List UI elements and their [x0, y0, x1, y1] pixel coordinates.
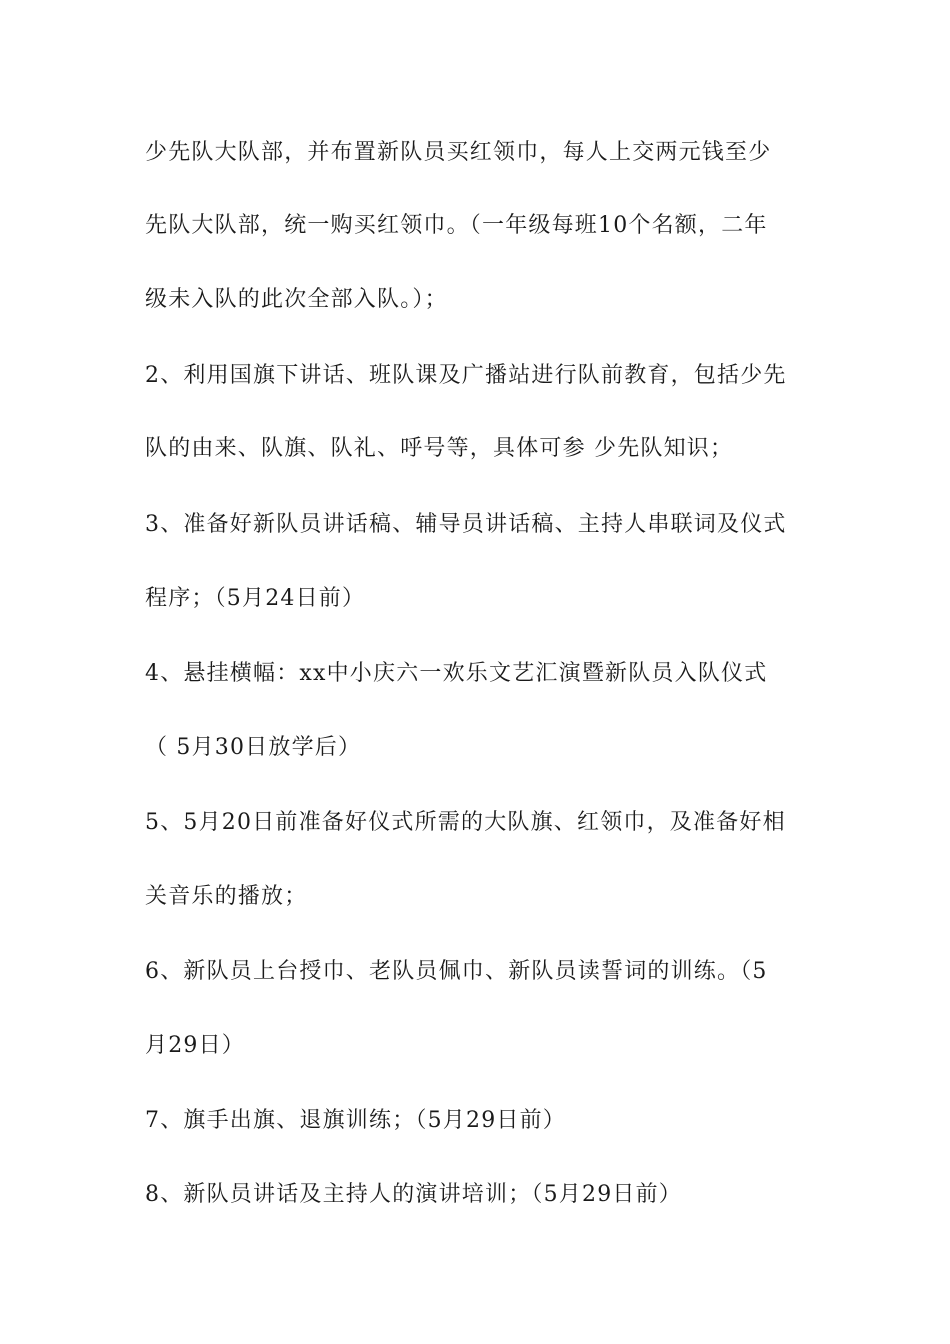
text-line: 4、悬挂横幅：xx中小庆六一欢乐文艺汇演暨新队员入队仪式 — [145, 661, 768, 686]
text-line: 先队大队部，统一购买红领巾。（一年级每班10个名额，二年 — [145, 213, 768, 238]
text-line: 8、新队员讲话及主持人的演讲培训；（5月29日前） — [145, 1182, 682, 1207]
text-line: 7、旗手出旗、退旗训练；（5月29日前） — [145, 1108, 566, 1133]
text-line: 6、新队员上台授巾、老队员佩巾、新队员读誓词的训练。（5 — [145, 959, 768, 984]
text-line: 2、利用国旗下讲话、班队课及广播站进行队前教育，包括少先 — [145, 363, 787, 388]
text-line: 关音乐的播放； — [145, 884, 308, 909]
text-line: 少先队大队部，并布置新队员买红领巾，每人上交两元钱至少 — [145, 140, 772, 165]
text-line: 程序；（5月24日前） — [145, 586, 366, 611]
text-line: （ 5月30日放学后） — [145, 735, 362, 760]
text-line: 5、5月20日前准备好仪式所需的大队旗、红领巾，及准备好相 — [145, 810, 786, 835]
text-line: 队的由来、队旗、队礼、呼号等，具体可参 少先队知识； — [145, 436, 734, 461]
text-line: 级未入队的此次全部入队。）； — [145, 287, 448, 312]
text-line: 月29日） — [145, 1033, 245, 1058]
text-line: 3、准备好新队员讲话稿、辅导员讲话稿、主持人串联词及仪式 — [145, 512, 787, 537]
